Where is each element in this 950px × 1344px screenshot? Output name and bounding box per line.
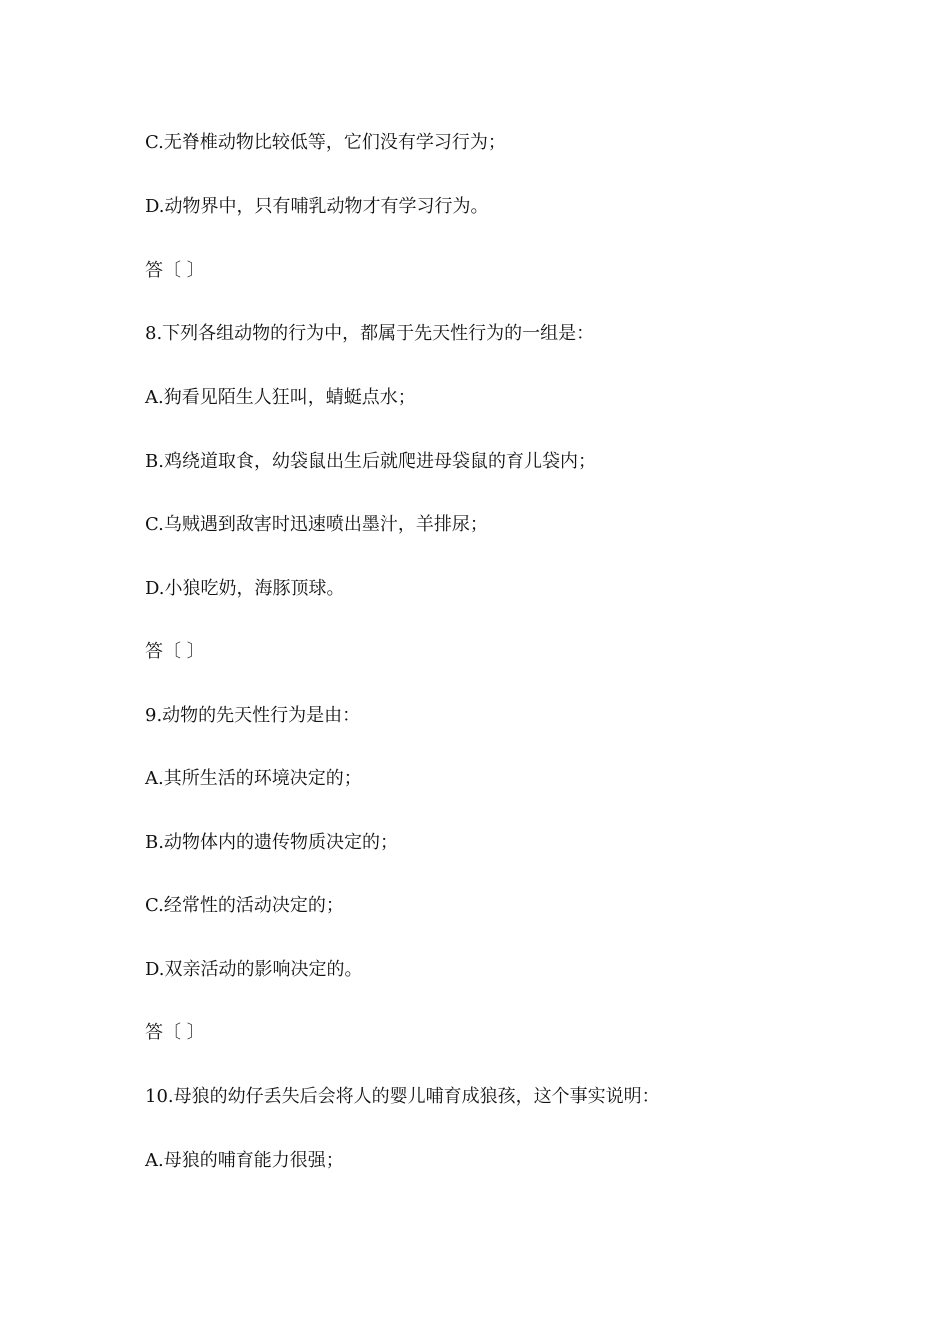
q9-option-c: C.经常性的活动决定的； <box>145 895 344 916</box>
q9-option-d: D.双亲活动的影响决定的。 <box>145 959 363 980</box>
q8-option-c: C.乌贼遇到敌害时迅速喷出墨汁，羊排尿； <box>145 514 488 535</box>
q10-question: 10.母狼的幼仔丢失后会将人的婴儿哺育成狼孩，这个事实说明： <box>145 1086 660 1107</box>
q8-option-a: A.狗看见陌生人狂叫，蜻蜓点水； <box>145 387 416 408</box>
q9-option-b: B.动物体内的遗传物质决定的； <box>145 832 398 853</box>
q7-option-c: C.无脊椎动物比较低等，它们没有学习行为； <box>145 132 506 153</box>
q9-option-a: A.其所生活的环境决定的； <box>145 768 362 789</box>
q7-option-d: D.动物界中，只有哺乳动物才有学习行为。 <box>145 196 489 217</box>
q8-answer-blank: 答〔 〕 <box>145 641 205 662</box>
q8-option-b: B.鸡绕道取食，幼袋鼠出生后就爬进母袋鼠的育儿袋内； <box>145 451 596 472</box>
q9-answer-blank: 答〔 〕 <box>145 1022 205 1043</box>
q8-option-d: D.小狼吃奶，海豚顶球。 <box>145 578 345 599</box>
q9-question: 9.动物的先天性行为是由： <box>145 705 361 726</box>
q10-option-a: A.母狼的哺育能力很强； <box>145 1150 344 1171</box>
q7-answer-blank: 答〔 〕 <box>145 260 205 281</box>
q8-question: 8.下列各组动物的行为中，都属于先天性行为的一组是： <box>145 323 595 344</box>
